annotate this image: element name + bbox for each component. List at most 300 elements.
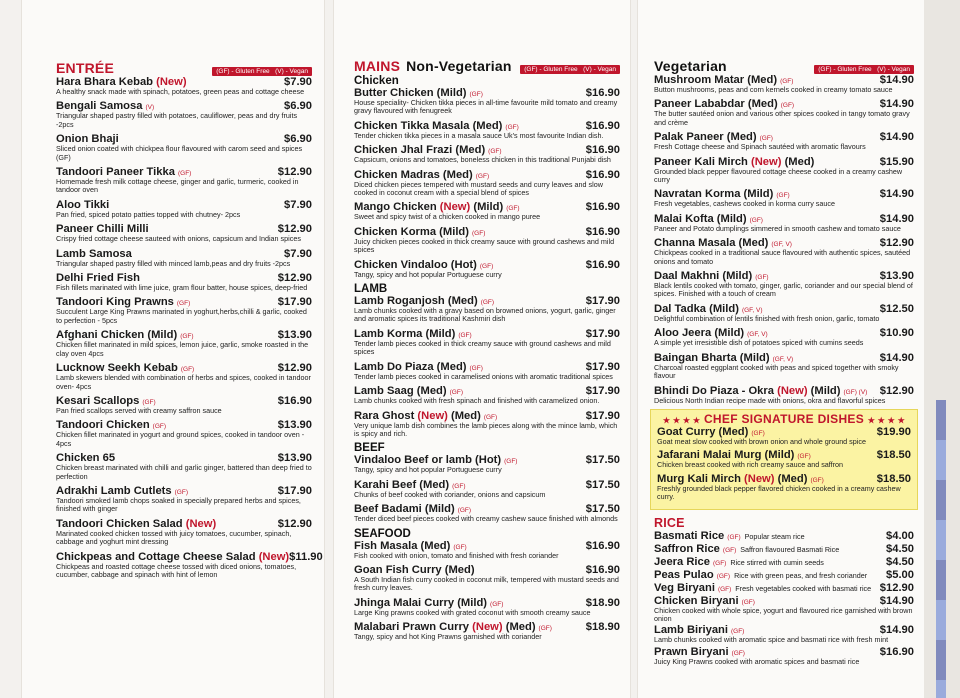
item-description: A healthy snack made with spinach, potatoes, green peas and cottage cheese (56, 87, 305, 96)
mains-subtitle: Non-Vegetarian (406, 58, 512, 74)
item-name: Peas Pulao (654, 568, 714, 581)
diet-tag: (GF) (479, 262, 494, 270)
item-price: $18.50 (876, 449, 911, 462)
item-price: $14.90 (879, 624, 914, 637)
item-price: $15.90 (879, 155, 914, 168)
menu-item (654, 270, 914, 299)
menu-item (654, 624, 914, 644)
diet-tag: (GF) (749, 216, 763, 224)
item-name: Fish Masala (Med) (354, 539, 451, 552)
item-name: Bhindi Do Piaza - Okra (654, 384, 774, 397)
mains-panel (334, 0, 630, 698)
chicken-title: Chicken (354, 75, 399, 87)
lamb-list (354, 295, 620, 438)
item-price: $12.90 (277, 362, 312, 375)
item-description: Tender lamb pieces cooked in thick creamy sauce with ground cashews and mild spices (354, 338, 611, 357)
menu-item (657, 473, 911, 502)
item-name: Adrakhi Lamb Cutlets (56, 484, 172, 497)
diet-tag: (GF) (751, 429, 765, 437)
item-name: Dal Tadka (Mild) (654, 302, 739, 315)
diet-tag: (GF) (755, 274, 769, 282)
lamb-title: LAMB (354, 283, 388, 296)
item-description: Chickpeas cooked in a traditional sauce flavoured with authentic spices, sautéed onions and tomato (654, 248, 911, 266)
item-description: Chunks of beef cooked with coriander, onions and capsicum (354, 489, 546, 499)
item-description: Tangy, spicy and hot King Prawns garnished with coriander (354, 632, 542, 642)
new-badge: (New) (751, 155, 782, 168)
item-description: Black lentils cooked with tomato, ginger, garlic, coriander and our special blend of spices. Finished with a touch of cream (654, 281, 913, 299)
diet-tag: (GF) (152, 423, 167, 431)
item-price: $17.90 (585, 409, 620, 422)
diet-tag: (GF) (488, 148, 502, 156)
page-edge (924, 0, 960, 698)
vegetarian-title: Vegetarian (654, 58, 727, 74)
item-price: $16.90 (585, 539, 620, 552)
menu-item (354, 169, 620, 198)
item-description: Delightful combination of lentils finished with fresh onion, garlic, tomato (654, 313, 880, 323)
star-icon: ★ ★ ★ ★ (867, 415, 906, 425)
item-description: Chicken fillet marinated in mild spices, lemon juice, garlic, smoke roasted in the clay oven 4pcs (56, 340, 309, 358)
item-description: Lamb chunks cooked with aromatic spice and basmati rice with fresh mint (654, 635, 889, 645)
vegetarian-list (654, 74, 914, 405)
item-description: House speciality- Chicken tikka pieces in all-time favourite mild tomato and creamy gravy flavoured with fenugreek (354, 98, 618, 116)
diet-tag: (GF) (712, 559, 727, 567)
menu-item (354, 503, 620, 523)
item-price: $17.90 (585, 327, 620, 340)
diet-legend: (GF) - Gluten Free (V) - Vegan (814, 65, 914, 74)
item-description: Fish fillets marinated with lime juice, gram flour batter, house spices, deep-fried (56, 283, 308, 293)
item-name: Malabari Prawn Curry (354, 621, 470, 634)
menu-item (654, 582, 914, 594)
item-description: Tangy, spicy and hot popular Portuguese curry (354, 465, 502, 475)
item-description: Juicy chicken pieces cooked in thick creamy sauce with ground cashews and mild spices (354, 236, 615, 255)
menu-item (354, 410, 620, 439)
item-description: Charcoal roasted eggplant cooked with peas and spiced together with smoky flavour (654, 362, 899, 381)
item-price: $19.90 (876, 425, 911, 438)
item-price: $14.90 (879, 98, 914, 111)
diet-tag: (GF) (453, 543, 467, 551)
item-description: Pan fried scallops served with creamy saffron sauce (56, 405, 222, 415)
item-description: Fresh vegetables cooked with basmati rice (735, 583, 872, 593)
item-description: A South Indian fish curry cooked in coconut milk, tempered with mustard seeds and fresh curry leaves. (354, 574, 619, 593)
diet-tag: (GF) (810, 476, 824, 484)
item-price: $13.90 (277, 419, 312, 432)
item-name: Lamb Biriyani (654, 624, 728, 637)
menu-item (654, 213, 914, 233)
item-description: Triangular shaped pastry filled with minced lamb,peas and dry fruits -2pcs (56, 258, 291, 268)
item-spice: (Med) (777, 472, 808, 485)
menu-item (654, 595, 914, 624)
diet-tag: (GF) (780, 78, 794, 85)
item-description: Popular steam rice (744, 531, 805, 541)
diet-tag: (GF) (717, 585, 732, 593)
item-price: $13.90 (277, 452, 312, 465)
item-description: Rice with green peas, and fresh coriander (734, 570, 868, 580)
item-description: Marinated cooked chicken tossed with juicy tomatoes, cucumber, spinach, cabbage and yoghurt mint dressing (56, 528, 292, 547)
menu-item (56, 419, 312, 448)
menu-item (56, 223, 312, 243)
diet-tag: (GF, V) (771, 241, 792, 249)
item-name: Chicken Korma (Mild) (354, 225, 469, 238)
item-name: Tandoori King Prawns (56, 296, 174, 309)
item-price: $14.90 (879, 131, 914, 144)
item-price: $16.90 (585, 201, 620, 214)
diet-tag: (GF) (730, 628, 745, 636)
menu-item (56, 248, 312, 268)
item-name: Prawn Biryani (654, 645, 729, 658)
item-description: Fresh vegetables, cashews cooked in korma curry sauce (654, 199, 835, 209)
item-price: $13.90 (879, 270, 914, 283)
item-name: Aloo Tikki (56, 198, 110, 211)
item-description: Pan fried, spiced potato patties topped with chutney- 2pcs (56, 209, 241, 219)
item-price: $12.90 (277, 272, 312, 285)
item-description: Delicious North Indian recipe made with onions, okra and flavorful spices (654, 395, 886, 405)
item-description: Tender chicken tikka pieces in a masala sauce Uk's most favourite Indian dish. (354, 130, 604, 140)
item-name: Butter Chicken (Mild) (354, 87, 467, 99)
item-description: Chicken breast marinated with chilli and garlic ginger, battered than deep fried to perfection (56, 463, 312, 481)
item-price: $16.90 (277, 394, 312, 407)
item-name: Jafarani Malai Murg (Mild) (657, 449, 795, 462)
diet-tag: (GF) (472, 229, 486, 237)
menu-item (56, 133, 312, 162)
diet-tag: (GF) (722, 546, 737, 554)
item-name: Jeera Rice (654, 555, 710, 568)
menu-item (56, 272, 312, 292)
item-name: Goat Curry (Med) (657, 425, 749, 438)
diet-tag: (GF, V) (741, 306, 763, 314)
item-price: $12.50 (879, 302, 914, 315)
star-icon: ★ ★ ★ ★ (662, 415, 701, 425)
menu-item (654, 74, 914, 94)
item-price: $16.90 (585, 225, 620, 238)
item-description: Triangular shaped pastry filled with potatoes, cauliflower, peas and dry fruits -2pcs (56, 111, 298, 129)
item-price: $7.90 (284, 76, 312, 88)
item-spice: (Med) (784, 155, 815, 168)
item-name: Murg Kali Mirch (657, 472, 741, 485)
diet-tag: (GF) (475, 172, 490, 180)
item-description: Tender diced beef pieces cooked with creamy cashew sauce finished with almonds (354, 514, 618, 524)
item-price: $14.90 (879, 74, 914, 86)
diet-tag: (GF) (452, 482, 466, 490)
menu-item (654, 543, 914, 555)
item-description: Fish cooked with onion, tomato and finished with fresh coriander (354, 550, 559, 560)
item-name: Vindaloo Beef or lamb (Hot) (354, 454, 502, 467)
menu-item (654, 98, 914, 127)
diet-tag: (GF, V) (747, 331, 768, 339)
mains-header (354, 58, 620, 74)
item-spice: (Mild) (473, 201, 504, 214)
item-description: Button mushrooms, peas and corn kernels cooked in creamy tomato sauce (654, 85, 893, 94)
item-name: Chicken Madras (Med) (354, 168, 473, 181)
item-description: Goat meat slow cooked with brown onion and whole ground spice (657, 436, 866, 446)
vegetarian-panel (638, 0, 924, 698)
diet-tag: (V) (145, 104, 155, 112)
item-description: Rice stirred with cumin seeds (730, 557, 824, 567)
item-name: Karahi Beef (Med) (354, 478, 450, 491)
new-badge: (New) (185, 517, 217, 530)
item-spice: (Med) (505, 621, 536, 634)
item-price: $14.90 (879, 212, 914, 225)
menu-item (354, 361, 620, 381)
item-name: Chicken Biryani (654, 594, 739, 607)
entree-panel (22, 0, 324, 698)
new-badge: (New) (777, 384, 808, 397)
menu-item (654, 530, 914, 542)
chicken-list (354, 87, 620, 279)
chef-signature-box (650, 409, 918, 510)
item-name: Tandoori Chicken Salad (56, 517, 183, 530)
item-price: $12.90 (277, 517, 312, 530)
item-name: Lamb Korma (Mild) (354, 327, 456, 340)
diet-tag: (GF) (177, 170, 192, 178)
item-description: The butter sautéed onion and various other spices cooked in tangy tomato gravy and crème (654, 109, 910, 127)
item-name: Palak Paneer (Med) (654, 131, 757, 144)
item-name: Delhi Fried Fish (56, 272, 140, 285)
item-price: $6.90 (284, 133, 312, 146)
item-description: Grounded black pepper flavoured cottage cheese cooked in a creamy cashew curry (654, 166, 903, 185)
new-badge: (New) (417, 409, 448, 422)
menu-item (657, 426, 911, 446)
item-price: $17.90 (277, 484, 312, 497)
item-name: Baingan Bharta (Mild) (654, 351, 770, 364)
item-name: Chicken Jhal Frazi (Med) (354, 144, 486, 157)
item-name: Lamb Do Piaza (Med) (354, 360, 467, 373)
item-price: $16.90 (585, 144, 620, 157)
item-price: $10.90 (879, 327, 914, 340)
diet-tag: (GF) (731, 649, 745, 657)
diet-tag: (GF) (V) (843, 388, 868, 396)
item-name: Rara Ghost (354, 409, 415, 422)
diet-tag: (GF) (449, 389, 463, 397)
menu-item (654, 188, 914, 208)
menu-item (56, 452, 312, 481)
item-name: Malai Kofta (Mild) (654, 212, 747, 225)
menu-item (354, 479, 620, 499)
item-price: $12.90 (879, 581, 914, 594)
item-description: Crispy fried cottage cheese sauteed with onions, capsicum and Indian spices (56, 234, 301, 244)
item-description: Lamb chunks cooked with a gravy based on browned onions, yogurt, garlic, ginger and aromatic spices its traditional Kashmiri dish (354, 306, 616, 324)
menu-item (657, 449, 911, 469)
menu-item (56, 76, 312, 96)
diet-tag: (GF) (469, 91, 483, 98)
item-price: $16.90 (585, 563, 620, 576)
menu-item (354, 259, 620, 279)
menu-item (354, 328, 620, 357)
entree-list (56, 76, 323, 579)
item-price: $7.90 (284, 198, 312, 211)
menu-item (354, 295, 620, 324)
menu-item (354, 564, 620, 593)
item-price: $17.50 (585, 503, 620, 516)
seafood-title: SEAFOOD (354, 527, 411, 540)
item-name: Beef Badami (Mild) (354, 503, 455, 516)
mains-title: MAINS (354, 58, 401, 74)
item-name: Saffron Rice (654, 542, 720, 555)
item-name: Bengali Samosa (56, 100, 143, 113)
menu-item (354, 385, 620, 405)
item-price: $14.90 (879, 188, 914, 201)
item-price: $16.90 (879, 645, 914, 658)
diet-tag: (GF) (727, 533, 741, 541)
item-description: Large King prawns cooked with grated coconut with smooth creamy sauce (354, 607, 591, 617)
new-badge: (New) (258, 550, 290, 563)
diet-tag: (GF) (174, 488, 188, 496)
diet-tag: (GF, V) (772, 355, 794, 363)
menu-item (56, 485, 312, 514)
new-badge: (New) (472, 621, 503, 634)
item-name: Lamb Saag (Med) (354, 385, 447, 398)
menu-item (354, 201, 620, 221)
item-price: $7.90 (284, 247, 312, 260)
item-description: Freshly grounded black pepper flavored chicken cooked in a creamy cashew curry. (657, 483, 901, 502)
diet-tag: (GF) (776, 192, 790, 200)
item-description: Juicy King Prawns cooked with aromatic spices and basmati rice (654, 656, 860, 666)
item-name: Afghani Chicken (Mild) (56, 329, 178, 342)
menu-item (654, 156, 914, 185)
item-spice: (Mild) (810, 384, 841, 397)
menu-item (654, 327, 914, 347)
menu-item (354, 87, 620, 116)
item-description: Tender lamb pieces cooked in caramelised onions with aromatic traditional spices (354, 371, 613, 381)
diet-tag: (GF) (457, 507, 472, 515)
item-description: Saffron flavoured Basmati Rice (740, 544, 840, 554)
item-price: $6.90 (284, 100, 312, 113)
diet-tag: (GF) (741, 598, 755, 606)
item-price: $5.00 (886, 568, 914, 581)
item-name: Channa Masala (Med) (654, 237, 769, 250)
menu-item (654, 352, 914, 381)
item-description: Chicken breast cooked with rich creamy sauce and saffron (657, 460, 844, 470)
item-price: $16.90 (585, 258, 620, 271)
item-price: $4.50 (886, 555, 914, 568)
item-price: $13.90 (277, 329, 312, 342)
diet-tag: (GF) (142, 398, 156, 406)
item-name: Basmati Rice (654, 529, 725, 542)
item-description: Tandoori smoked lamb chops soaked in specially prepared herbs and spices, finished with ginger (56, 495, 301, 514)
diet-tag: (GF) (797, 453, 811, 461)
item-price: $17.90 (585, 295, 620, 308)
entree-title: ENTRÉE (56, 60, 114, 76)
item-price: $17.50 (585, 454, 620, 467)
item-price: $11.90 (289, 550, 323, 563)
diet-tag: (GF) (176, 300, 191, 308)
item-name: Hara Bhara Kebab (56, 76, 153, 88)
item-description: Sweet and spicy twist of a chicken cooked in mango puree (354, 212, 541, 222)
item-name: Aloo Jeera (Mild) (654, 327, 745, 340)
diet-tag: (GF) (504, 458, 518, 466)
item-description: Paneer and Potato dumplings simmered in smooth cashew and tomato sauce (654, 223, 901, 233)
beef-list (354, 454, 620, 523)
diet-tag: (GF) (180, 366, 195, 374)
menu-item (354, 144, 620, 164)
item-description: A simple yet irresistible dish of potatoes spiced with cumins seeds (654, 338, 864, 348)
item-description: Sliced onion coated with chickpea flour flavoured with carom seed and spices (GF) (56, 144, 303, 162)
menu-item (354, 120, 620, 140)
item-description: Chickpeas and roasted cottage cheese tossed with diced onions, tomatoes, cucumber, cabbage and spinach with hint of lemon (56, 561, 297, 579)
diet-legend: (GF) - Gluten Free (V) - Vegan (212, 67, 312, 76)
item-name: Veg Biryani (654, 581, 715, 594)
item-name: Chicken Tikka Masala (Med) (354, 119, 503, 132)
beef-title: BEEF (354, 442, 385, 455)
item-name: Tandoori Chicken (56, 419, 150, 432)
item-name: Jhinga Malai Curry (Mild) (354, 596, 488, 609)
item-name: Navratan Korma (Mild) (654, 188, 774, 201)
menu-item (56, 199, 312, 219)
menu-item (354, 226, 620, 255)
item-price: $17.90 (585, 360, 620, 373)
item-name: Chicken 65 (56, 452, 116, 465)
diet-tag: (GF) (506, 205, 520, 213)
diet-tag: (GF) (458, 331, 472, 339)
menu-item (354, 621, 620, 641)
item-name: Tandoori Paneer Tikka (56, 166, 175, 179)
item-description: Capsicum, onions and tomatoes, boneless chicken in this traditional Punjabi dish (354, 155, 611, 165)
item-name: Kesari Scallops (56, 394, 140, 407)
item-name: Paneer Lababdar (Med) (654, 98, 778, 111)
entree-header (56, 60, 312, 76)
item-name: Mango Chicken (354, 201, 437, 214)
menu-item (56, 395, 312, 415)
new-badge: (New) (156, 76, 187, 88)
item-price: $14.90 (879, 351, 914, 364)
menu-item (56, 518, 312, 547)
item-name: Paneer Kali Mirch (654, 155, 748, 168)
item-name: Mushroom Matar (Med) (654, 74, 778, 86)
item-description: Diced chicken pieces tempered with mustard seeds and curry leaves and slow cooked in coconut cream with a special blend of spices (354, 179, 603, 198)
item-description: Chicken fillet marinated in yogurt and ground spices, cooked in tandoor oven - 4pcs (56, 430, 305, 448)
menu-item (56, 550, 323, 580)
menu-item (56, 100, 312, 129)
diet-tag: (GF) (716, 572, 731, 580)
diet-tag: (GF) (490, 600, 504, 608)
item-price: $18.90 (585, 596, 620, 609)
item-name: Lucknow Seekh Kebab (56, 362, 178, 375)
item-name: Onion Bhaji (56, 133, 119, 146)
menu-item (654, 303, 914, 323)
chef-list (657, 426, 911, 502)
item-description: Chicken cooked with whole spice, yogurt and flavoured rice garnished with brown onion (654, 605, 913, 623)
item-price: $16.90 (585, 87, 620, 99)
item-name: Chicken Vindaloo (Hot) (354, 258, 477, 271)
item-price: $17.90 (277, 296, 312, 309)
diet-tag: (GF) (759, 135, 773, 143)
item-name: Paneer Chilli Milli (56, 223, 149, 236)
item-price: $16.90 (585, 168, 620, 181)
diet-tag: (GF) (780, 102, 795, 110)
diet-tag: (GF) (505, 123, 519, 131)
item-spice: (Med) (451, 409, 481, 422)
item-description: Succulent Large King Prawns marinated in yoghurt,herbs,chilli & garlic, cooked to perfection - 5pcs (56, 307, 307, 325)
item-price: $12.90 (879, 237, 914, 250)
rice-list (654, 530, 914, 667)
menu-item (654, 646, 914, 666)
item-price: $12.90 (879, 384, 914, 397)
menu-item (56, 296, 312, 325)
item-name: Daal Makhni (Mild) (654, 270, 753, 283)
item-price: $12.90 (277, 223, 312, 236)
item-description: Homemade fresh milk cottage cheese, ginger and garlic, turmeric, cooked in tandoor oven (56, 177, 299, 195)
item-description: Tangy, spicy and hot popular Portuguese curry (354, 269, 502, 279)
item-price: $4.50 (886, 542, 914, 555)
menu-item (354, 454, 620, 474)
vegetarian-header (654, 58, 914, 74)
new-badge: (New) (744, 472, 775, 485)
item-name: Chickpeas and Cottage Cheese Salad (56, 550, 256, 563)
diet-tag: (GF) (538, 625, 552, 633)
chef-signature-title: ★ ★ ★ ★ CHEF SIGNATURE DISHES ★ ★ ★ ★ (662, 411, 906, 426)
new-badge: (New) (439, 201, 471, 214)
menu-item (654, 237, 914, 266)
item-name: Goan Fish Curry (Med) (354, 563, 475, 576)
